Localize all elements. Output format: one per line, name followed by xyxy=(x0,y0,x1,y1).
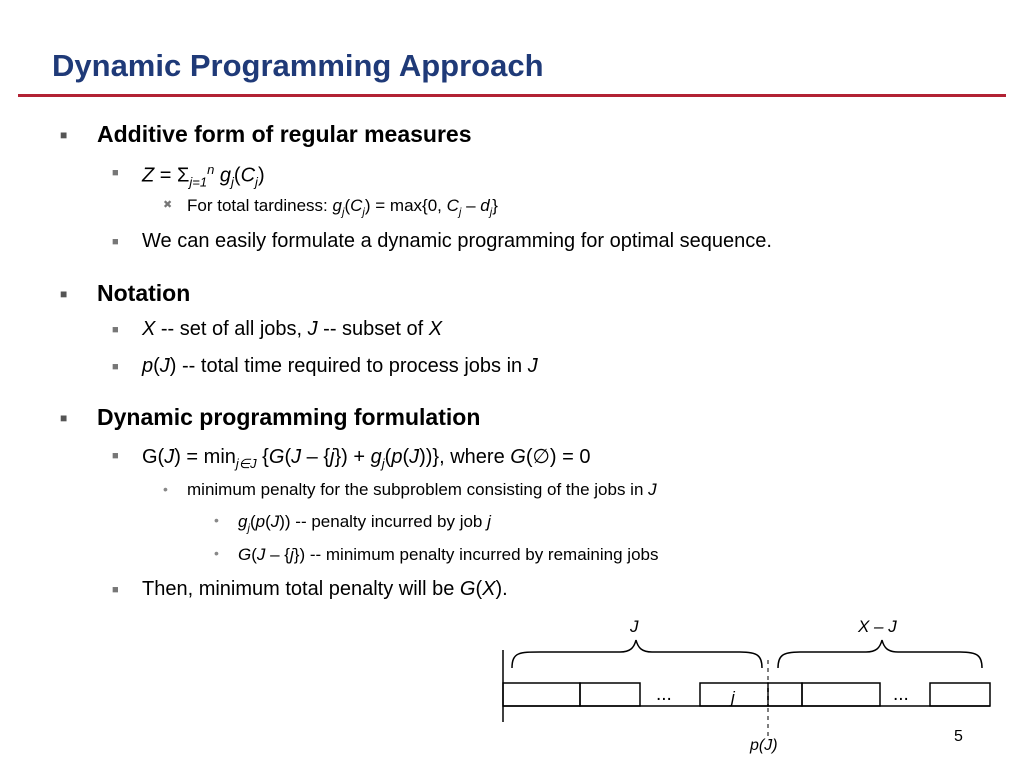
formulate-text: We can easily formulate a dynamic programming for optimal sequence. xyxy=(142,230,772,252)
notation-x: X -- set of all jobs, J -- subset of X xyxy=(142,318,443,340)
job-box xyxy=(802,683,880,706)
page-title: Dynamic Programming Approach xyxy=(52,48,544,83)
bullet-square: ■ xyxy=(60,411,68,425)
bullet-square: ■ xyxy=(112,236,119,248)
bullet-square: ■ xyxy=(60,287,68,301)
dp-equation: $G(J) = \min_{j\in J} \{G(J - \{j\}) + g_j(p(J))\}$, where G(∅) = 0 xyxy=(142,446,591,471)
ellipsis: ... xyxy=(893,684,909,705)
dp-heading: Dynamic programming formulation xyxy=(97,404,481,430)
bullet-dot: • xyxy=(214,545,219,561)
job-box xyxy=(580,683,640,706)
bullet-square: ■ xyxy=(112,450,119,462)
bullet-square: ■ xyxy=(60,128,68,142)
bullet-cross-icon: ✖ xyxy=(163,199,173,211)
job-j-label: j xyxy=(731,688,735,707)
label-J: J xyxy=(630,617,639,636)
ellipsis: ... xyxy=(656,684,672,705)
bullet-square: ■ xyxy=(112,584,119,596)
gj-penalty-text: $g_j(p(J))$ -- penalty incurred by job j xyxy=(238,512,491,535)
bullet-square: ■ xyxy=(112,167,119,179)
bullet-square: ■ xyxy=(112,324,119,336)
brace-X-minus-J xyxy=(778,640,982,668)
job-box xyxy=(503,683,580,706)
min-penalty-text: minimum penalty for the subproblem consisting of the jobs in J xyxy=(187,480,657,499)
additive-heading: Additive form of regular measures xyxy=(97,121,472,147)
pJ-label: p(J) xyxy=(750,737,778,754)
bullet-square: ■ xyxy=(112,361,119,373)
bullet-dot: • xyxy=(163,481,168,497)
label-X-minus-J: X – J xyxy=(858,617,897,636)
job-box xyxy=(930,683,990,706)
equation-z: $Z = \Sigma_{j=1}^n$ $g_j(C_j)$ xyxy=(142,162,265,190)
brace-J xyxy=(512,640,762,668)
then-text: Then, minimum total penalty will be G(X). xyxy=(142,578,508,600)
tardiness-formula: For total tardiness: $g_j(C_j) = \max\{0$, $C_j - d_j$} xyxy=(187,196,498,219)
g-remaining-text: G(J – {j}) -- minimum penalty incurred by remaining jobs xyxy=(238,545,659,564)
bullet-dot: • xyxy=(214,512,219,528)
job-box-j xyxy=(700,683,768,706)
title-divider xyxy=(18,94,1006,97)
job-box xyxy=(768,683,802,706)
notation-heading: Notation xyxy=(97,280,191,306)
page-number: 5 xyxy=(954,728,963,745)
notation-p: p(J) -- total time required to process jobs in J xyxy=(142,355,538,377)
